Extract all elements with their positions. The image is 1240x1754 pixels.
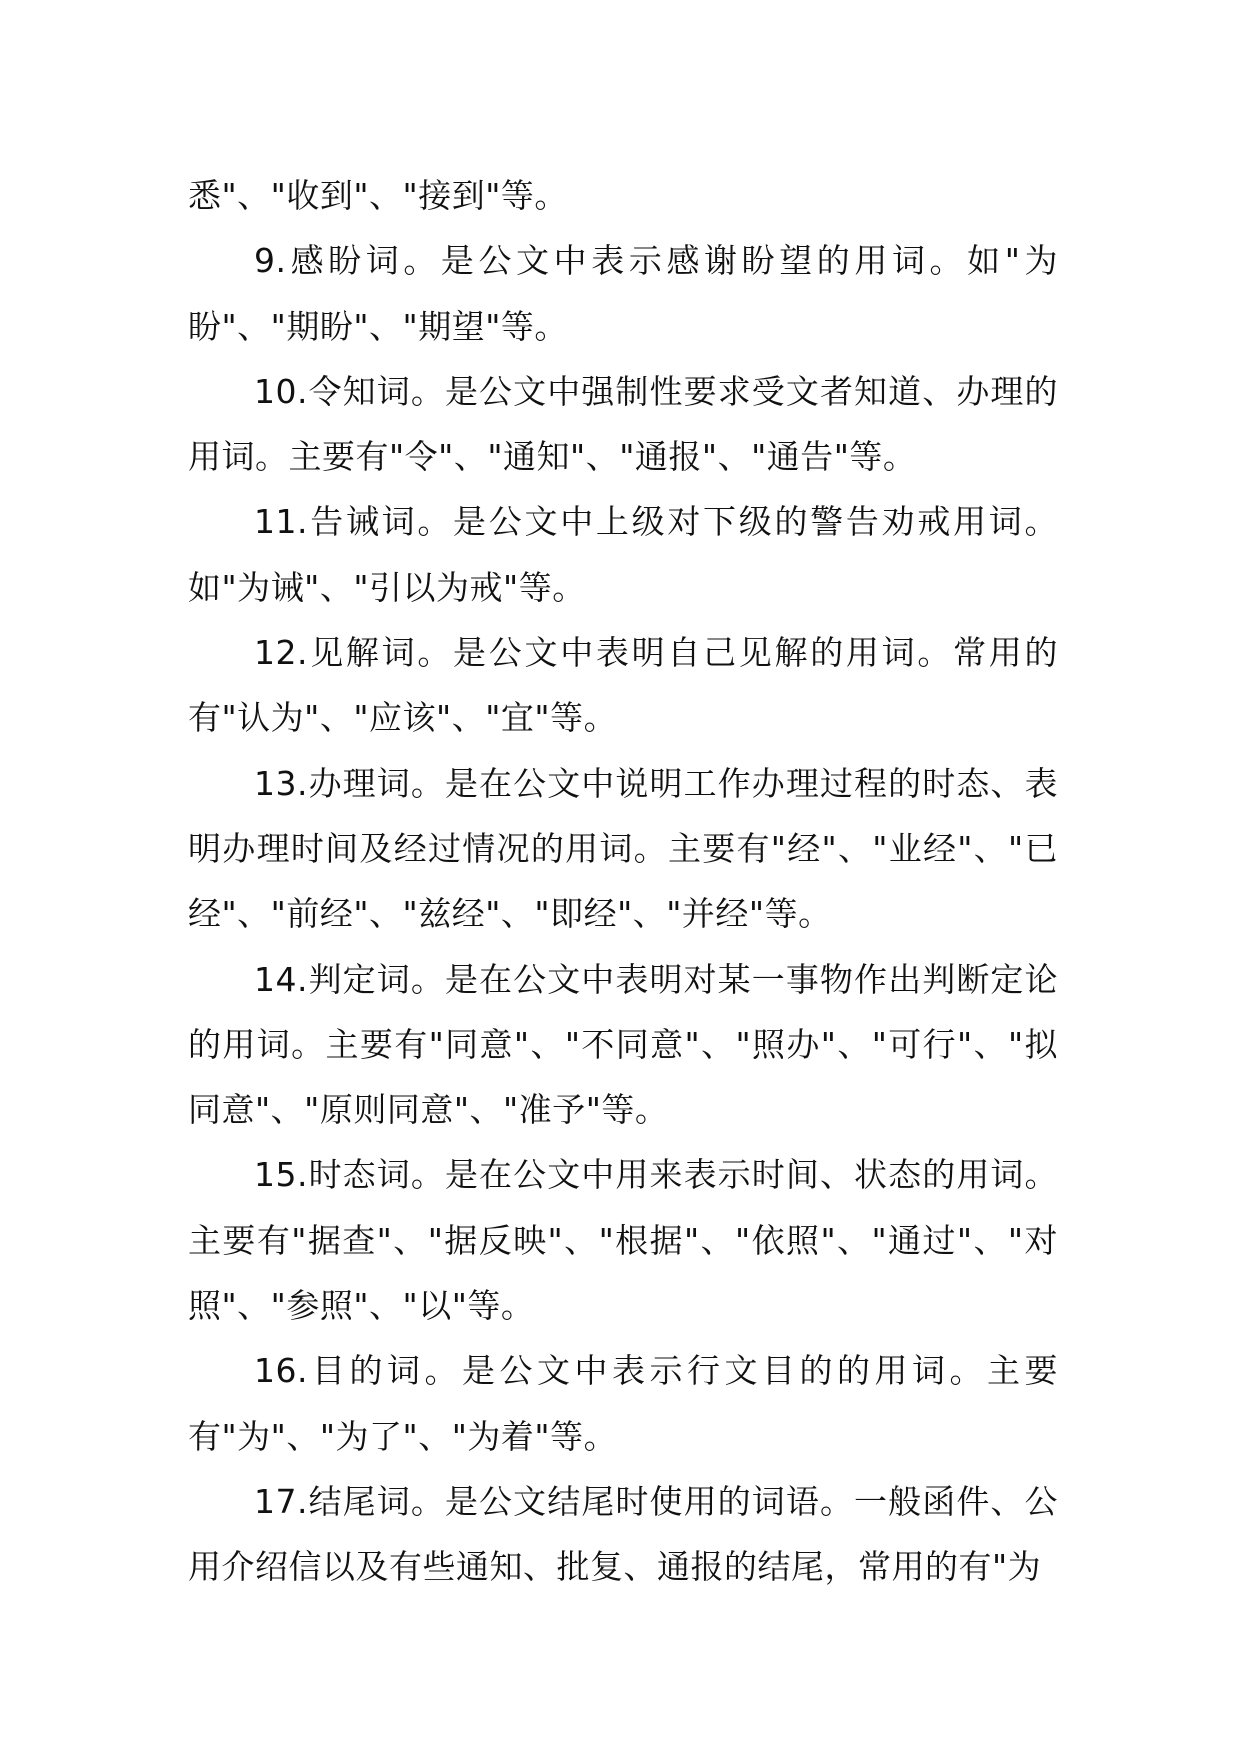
paragraph-17-jie-wei-ci: 17.结尾词。是公文结尾时使用的词语。一般函件、公用介绍信以及有些通知、批复、通报的结尾，常用的有"为 — [188, 1481, 1058, 1587]
paragraph-12-jian-jie-ci: 12.见解词。是公文中表明自己见解的用词。常用的有"认为"、"应该"、"宜"等。 — [188, 633, 1058, 738]
paragraph-15-shi-tai-ci: 15.时态词。是在公文中用来表示时间、状态的用词。主要有"据查"、"据反映"、"根据"、"依照"、"通过"、"对照"、"参照"、"以"等。 — [188, 1155, 1058, 1326]
document-body — [188, 163, 1058, 1600]
paragraph-9-gan-pan-ci: 9.感盼词。是公文中表示感谢盼望的用词。如"为盼"、"期盼"、"期望"等。 — [188, 241, 1058, 346]
paragraph-continuation: 悉"、"收到"、"接到"等。 — [188, 176, 568, 215]
paragraph-13-ban-li-ci: 13.办理词。是在公文中说明工作办理过程的时态、表明办理时间及经过情况的用词。主要有"经"、"业经"、"已经"、"前经"、"兹经"、"即经"、"并经"等。 — [188, 763, 1058, 934]
paragraph-10-ling-zhi-ci: 10.令知词。是公文中强制性要求受文者知道、办理的用词。主要有"令"、"通知"、"通报"、"通告"等。 — [188, 371, 1058, 477]
paragraph-16-mu-di-ci: 16.目的词。是公文中表示行文目的的用词。主要有"为"、"为了"、"为着"等。 — [188, 1351, 1058, 1456]
paragraph-11-gao-jie-ci: 11.告诫词。是公文中上级对下级的警告劝戒用词。如"为诫"、"引以为戒"等。 — [188, 502, 1058, 607]
paragraph-14-pan-ding-ci: 14.判定词。是在公文中表明对某一事物作出判断定论的用词。主要有"同意"、"不同意"、"照办"、"可行"、"拟同意"、"原则同意"、"准予"等。 — [188, 959, 1058, 1130]
